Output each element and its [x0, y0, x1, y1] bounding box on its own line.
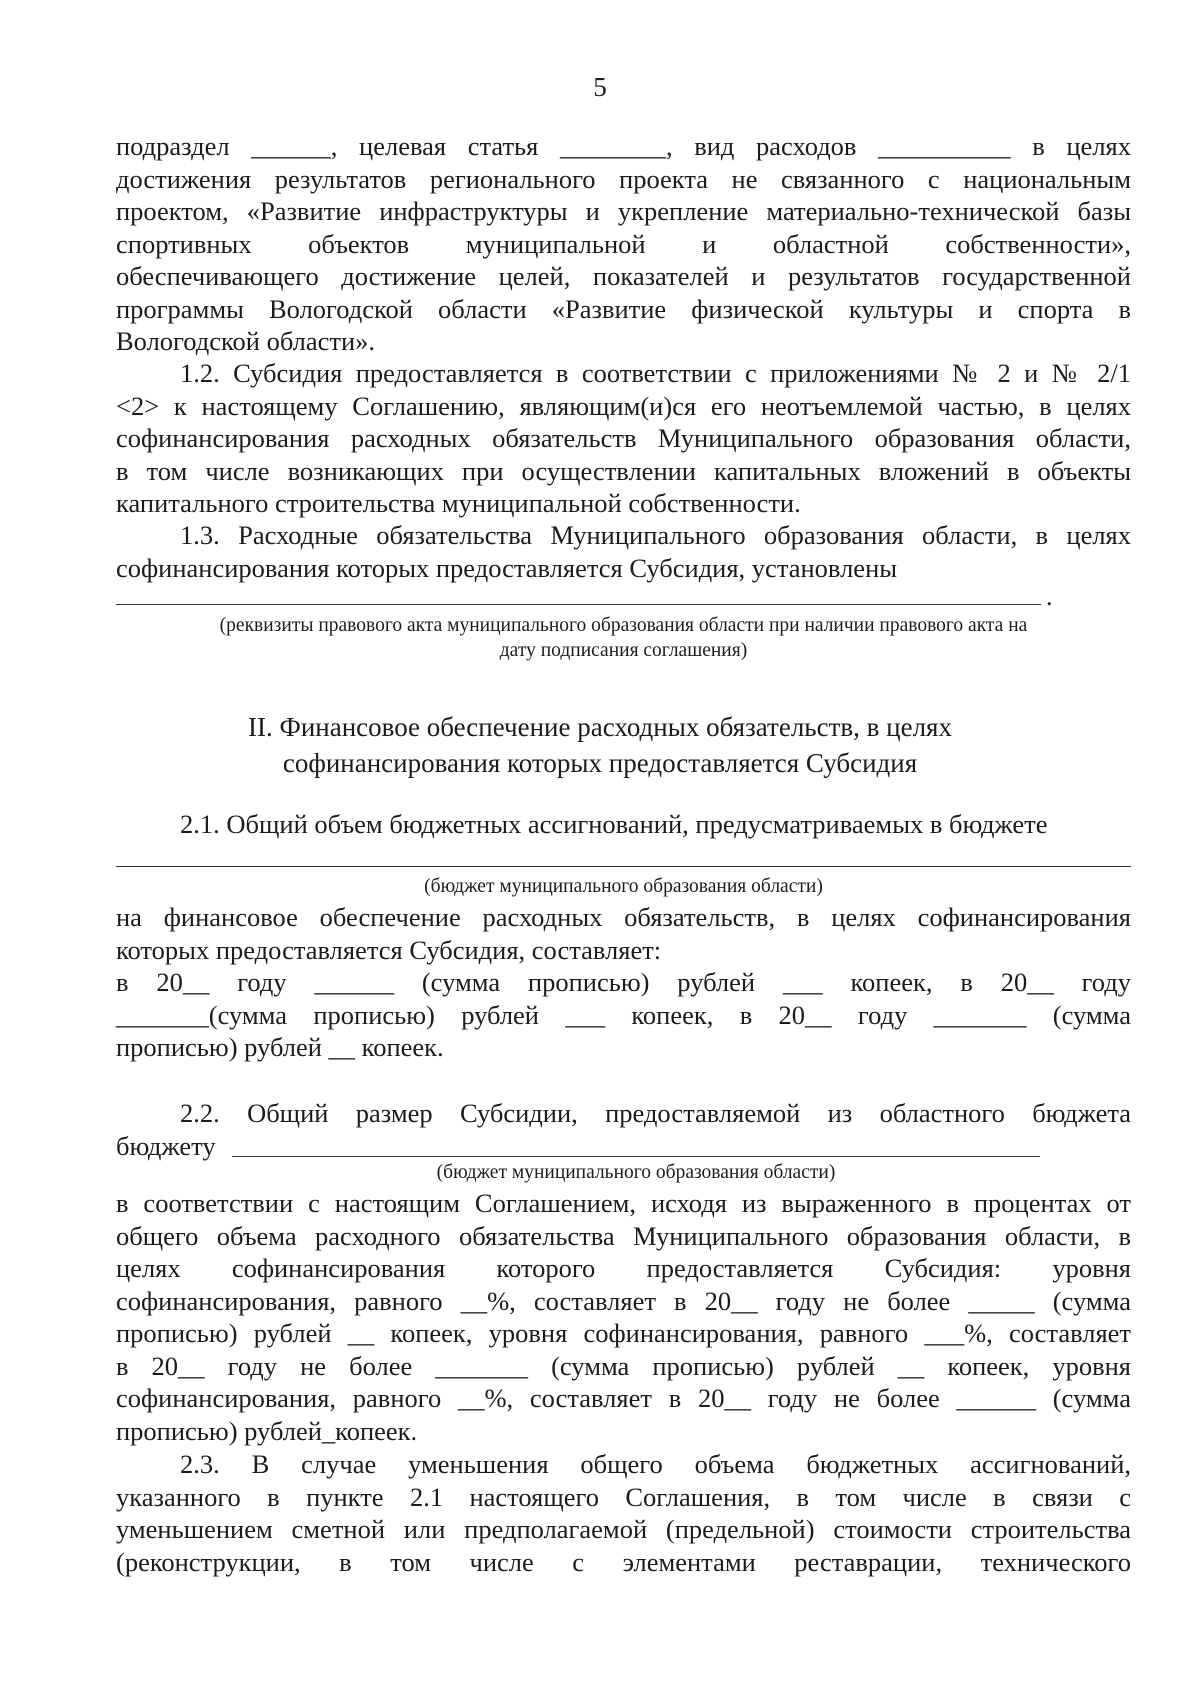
text-line: софинансирования, равного __%, составляет в 20__ году не более _____ (сумма	[116, 1285, 1131, 1316]
text-line: _______(сумма прописью) рублей ___ копеек, в 20__ году _______ (сумма	[116, 999, 1131, 1030]
text-line: уменьшением сметной или предполагаемой (предельной) стоимости строительства	[116, 1514, 1131, 1544]
paragraph-1-1-continuation	[116, 130, 1131, 358]
blank-line-legal-act	[116, 604, 1041, 605]
caption-budget: (бюджет муниципального образования области)	[424, 876, 823, 897]
text-line: 1.2. Субсидия предоставляется в соответствии с приложениями № 2 и № 2/1	[180, 358, 1131, 388]
text-line: 2.1. Общий объем бюджетных ассигнований, предусматриваемых в бюджете	[180, 809, 1048, 839]
paragraph-1-2	[116, 357, 1131, 520]
caption-budget-2: (бюджет муниципального образования области)	[436, 1162, 836, 1183]
text-line: спортивных объектов муниципальной и областной собственности»,	[116, 228, 1131, 259]
paragraph-1-3	[116, 519, 1131, 584]
text-line: прописью) рублей_копеек.	[116, 1415, 418, 1446]
text-line: проектом, «Развитие инфраструктуры и укрепление материально-технической базы	[116, 196, 1131, 226]
blank-line-budget-2	[232, 1156, 1040, 1157]
text-line: в 20__ году ______ (сумма прописью) рублей ___ копеек, в 20__ году	[116, 967, 1131, 997]
text-line: которых предоставляется Субсидия, составляет:	[116, 934, 662, 965]
text-line: достижения результатов регионального проекта не связанного с национальным	[116, 163, 1131, 194]
paragraph-2-2-body	[116, 1187, 1131, 1447]
heading-line: софинансирования которых предоставляется Субсидия	[282, 748, 918, 778]
paragraph-2-1-first-line	[116, 808, 1131, 841]
text-line: софинансирования, равного __%, составляет в 20__ году не более ______ (сумма	[116, 1383, 1131, 1413]
text-line: целях софинансирования которого предоставляется Субсидия: уровня	[116, 1253, 1131, 1283]
text-line: программы Вологодской области «Развитие физической культуры и спорта в	[116, 293, 1131, 324]
sentence-end-period: .	[1046, 582, 1053, 611]
text-line: бюджету	[116, 1130, 216, 1161]
text-line: указанного в пункте 2.1 настоящего Соглашения, в том числе в связи с	[116, 1481, 1131, 1512]
page-number: 5	[593, 72, 607, 102]
text-line: прописью) рублей __ копеек.	[116, 1032, 444, 1062]
caption-line: (реквизиты правового акта муниципального образования области при наличии правового акта на	[219, 615, 1028, 636]
text-line: подраздел ______, целевая статья ________, вид расходов __________ в целях	[116, 131, 1131, 161]
text-line: (реконструкции, в том числе с элементами реставрации, технического	[116, 1546, 1131, 1577]
text-line: Вологодской области».	[116, 326, 376, 356]
text-line: обеспечивающего достижение целей, показателей и результатов государственной	[116, 261, 1131, 291]
text-line: в том числе возникающих при осуществлении капитальных вложений в объекты	[116, 455, 1131, 486]
blank-line-budget	[116, 866, 1131, 867]
caption-legal-act	[116, 613, 1131, 663]
paragraph-2-3	[116, 1448, 1131, 1578]
text-line: софинансирования которых предоставляется Субсидия, установлены	[116, 552, 898, 583]
section-2-heading	[0, 709, 1200, 781]
text-line: прописью) рублей __ копеек, уровня софинансирования, равного ___%, составляет	[116, 1318, 1131, 1348]
text-line: капитального строительства муниципальной собственности.	[116, 488, 801, 518]
text-line: общего объема расходного обязательства Муниципального образования области, в	[116, 1220, 1131, 1251]
text-line: 1.3. Расходные обязательства Муниципального образования области, в целях	[180, 520, 1131, 550]
paragraph-2-1-body	[116, 901, 1131, 1064]
text-line: в 20__ году не более _______ (сумма прописью) рублей __ копеек, уровня	[116, 1350, 1131, 1381]
text-line: софинансирования расходных обязательств Муниципального образования области,	[116, 423, 1131, 453]
text-line: на финансовое обеспечение расходных обязательств, в целях софинансирования	[116, 902, 1131, 932]
heading-line: II. Финансовое обеспечение расходных обязательств, в целях	[248, 712, 952, 742]
paragraph-2-2-first-line	[116, 1097, 1131, 1162]
text-line: в соответствии с настоящим Соглашением, исходя из выраженного в процентах от	[116, 1188, 1131, 1218]
text-line: 2.2. Общий размер Субсидии, предоставляемой из областного бюджета	[180, 1098, 1131, 1128]
text-line: 2.3. В случае уменьшения общего объема бюджетных ассигнований,	[180, 1449, 1131, 1479]
caption-line: дату подписания соглашения)	[499, 640, 748, 661]
text-line: <2> к настоящему Соглашению, являющим(и)ся его неотъемлемой частью, в целях	[116, 390, 1131, 421]
